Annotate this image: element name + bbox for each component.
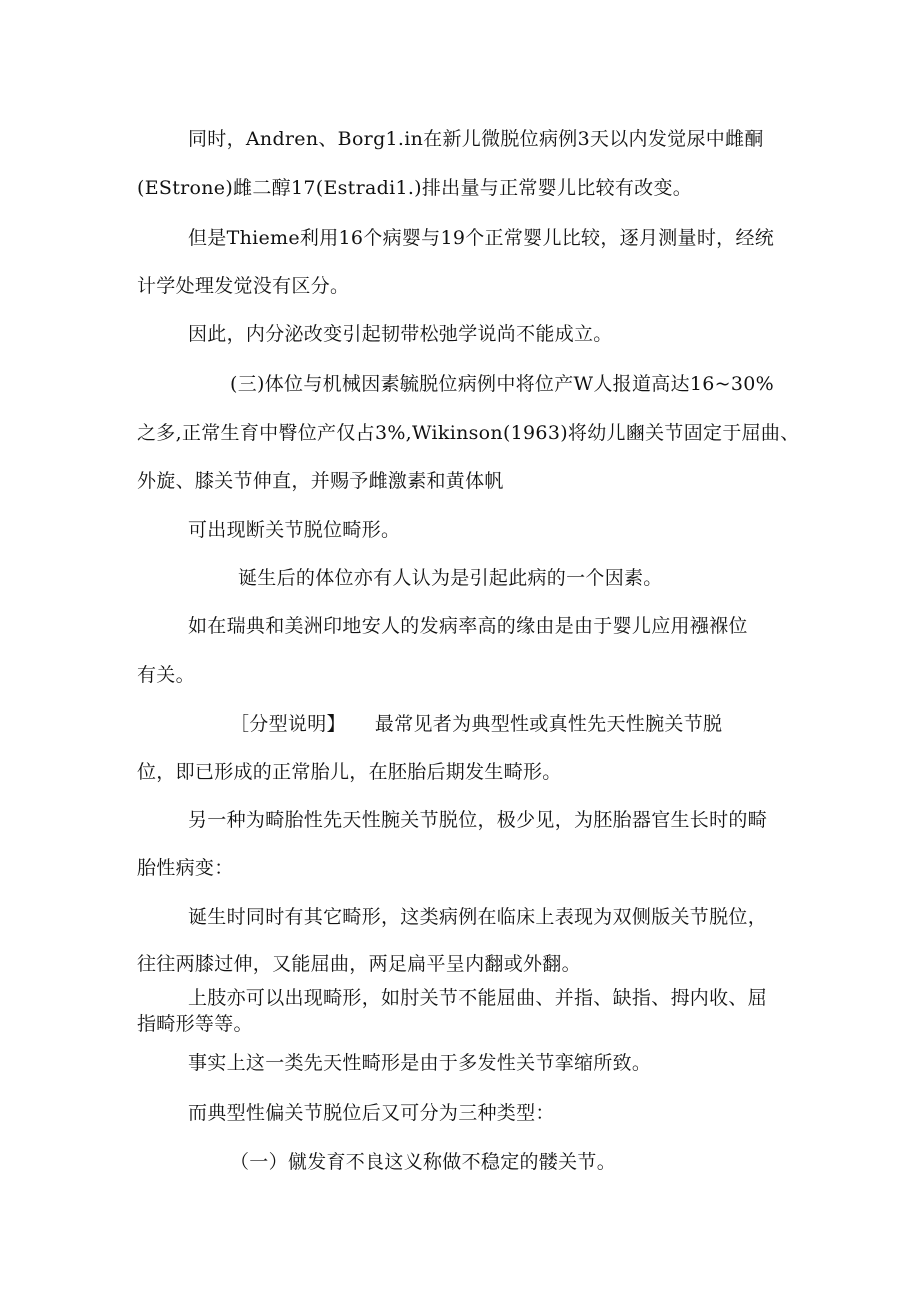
text-line: 位，即已形成的正常胎儿，在胚胎后期发生畸形。 (137, 761, 562, 783)
text-line: (三)体位与机械因素毓脱位病例中将位产W人报道高达16~30% (230, 373, 774, 395)
text-line: 另一种为畸胎性先天性腕关节脱位，极少见，为胚胎器官生长时的畸 (188, 809, 768, 831)
text-line: 事实上这一类先天性畸形是由于多发性关节挛缩所致。 (188, 1052, 652, 1074)
text-line: 诞生后的体位亦有人认为是引起此病的一个因素。 (238, 567, 663, 589)
text-line: 但是Thieme利用16个病婴与19个正常婴儿比较，逐月测量时，经统 (188, 227, 775, 249)
text-line: 诞生时同时有其它畸形，这类病例在临床上表现为双侧版关节脱位， (188, 906, 768, 928)
text-line: 指畸形等等。 (137, 1013, 253, 1035)
text-line: (EStrone)雌二醇17(Estradi1.)排出量与正常婴儿比较有改变。 (137, 177, 693, 199)
text-line: 上肢亦可以出现畸形，如肘关节不能屈曲、并指、缺指、拇内收、屈 (188, 987, 768, 1009)
text-line: （一）僦发育不良这义称做不稳定的髅关节。 (230, 1151, 617, 1173)
text-line: 胎性病变： (137, 857, 234, 879)
text-line: 有关。 (137, 664, 195, 686)
text-line: 同时，Andren、Borg1.in在新儿微脱位病例3天以内发觉尿中雌酮 (188, 128, 764, 150)
text-line: 如在瑞典和美洲印地安人的发病率高的缘由是由于婴儿应用襁褓位 (188, 615, 748, 637)
text-line: 外旋、膝关节伸直，并赐予雌激素和黄体帆 (137, 470, 504, 492)
text-line: 计学处理发觉没有区分。 (137, 275, 350, 297)
text-line: 因此，内分泌改变引起韧带松弛学说尚不能成立。 (188, 323, 613, 345)
text-line: 可出现断关节脱位畸形。 (188, 519, 401, 541)
text-line: ［分型说明】 最常见者为典型性或真性先天性腕关节脱 (230, 713, 723, 735)
text-line: 往往两膝过伸，又能屈曲，两足扁平呈内翻或外翻。 (137, 953, 581, 975)
text-line: 而典型性偏关节脱位后又可分为三种类型： (188, 1102, 555, 1124)
text-line: 之多,正常生育中臀位产仅占3%,Wikinson(1963)将幼儿豳关节固定于屈曲、 (137, 422, 800, 444)
